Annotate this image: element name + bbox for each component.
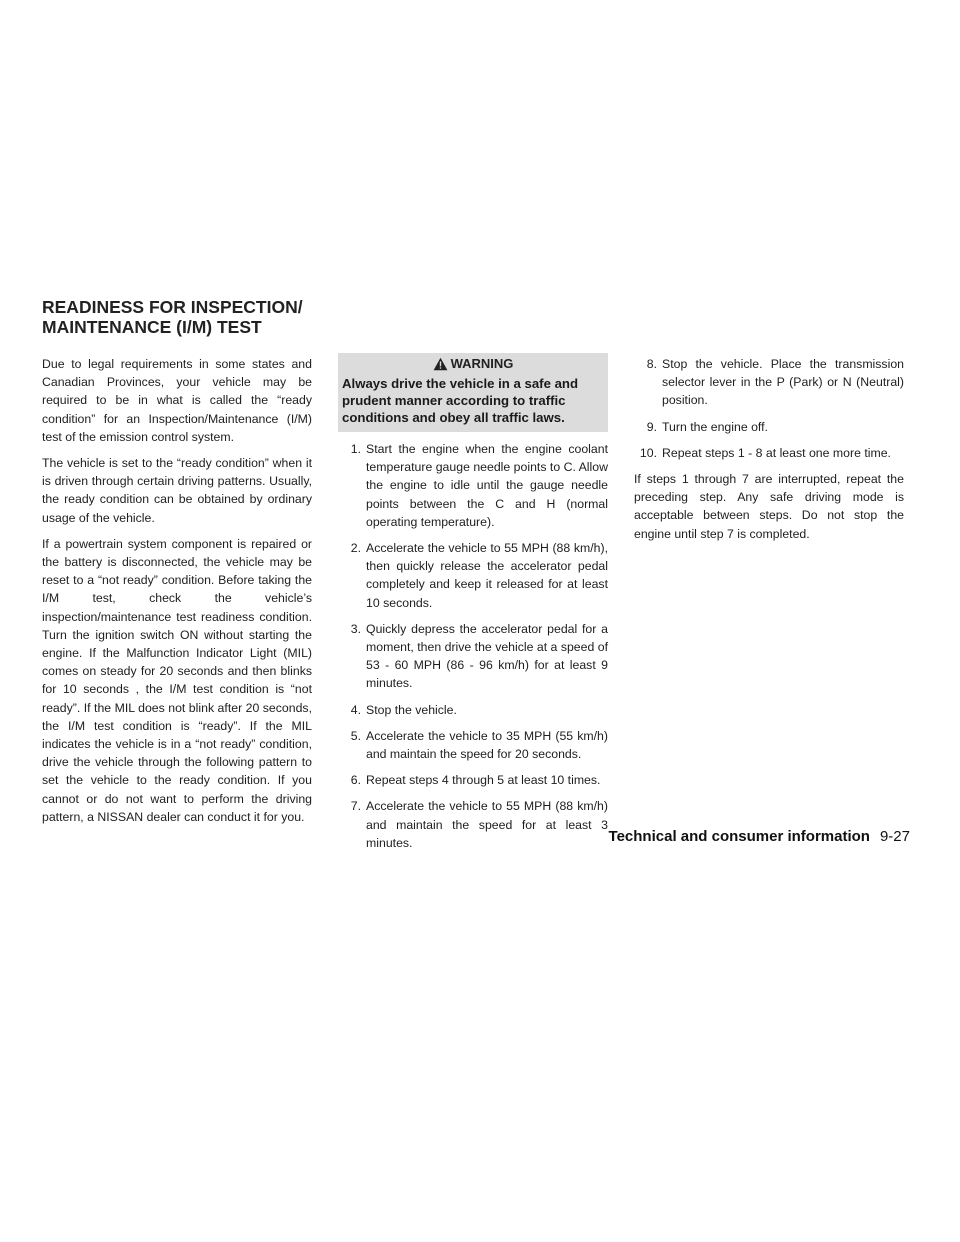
page-number: 9-27 xyxy=(879,828,910,845)
page-title xyxy=(42,297,642,337)
steps-list-1 xyxy=(338,440,608,852)
list-item: 5. Accelerate the vehicle to 35 MPH (55 km/h) and maintain the speed for 20 seconds. xyxy=(350,728,608,762)
list-item: 8. Stop the vehicle. Place the transmission selector lever in the P (Park) or N (Neutral) position. xyxy=(646,357,904,408)
warning-box xyxy=(338,353,608,432)
list-item: 1. Start the engine when the engine coolant temperature gauge needle points to C. Allow the engine to idle until the gauge needle points between the C and H (normal operating temperature). xyxy=(350,442,608,529)
footer-section-title: Technical and consumer information xyxy=(608,828,870,845)
page-title-line-2: MAINTENANCE (I/M) TEST xyxy=(42,317,262,337)
list-item: 10. Repeat steps 1 - 8 at least one more time. xyxy=(639,445,891,460)
column-3 xyxy=(634,355,904,551)
list-item: 7. Accelerate the vehicle to 55 MPH (88 km/h) and maintain the speed for at least 3 minutes. xyxy=(350,799,608,850)
warning-header xyxy=(342,353,604,375)
list-item: 9. Turn the engine off. xyxy=(646,419,768,434)
column-1 xyxy=(42,355,312,834)
warning-text: Always drive the vehicle in a safe and prudent manner according to traffic conditions and obey all traffic laws. xyxy=(342,376,579,425)
warning-triangle-icon xyxy=(433,357,448,371)
list-item: 3. Quickly depress the accelerator pedal for a moment, then drive the vehicle at a speed of 53 - 60 MPH (86 - 96 km/h) for at least 9 minutes. xyxy=(350,621,608,691)
ready-condition-paragraph: The vehicle is set to the “ready condition” when it is driven through certain driving patterns. Usually, the ready condition can be obtained by ordinary usage of the vehicle. xyxy=(42,456,312,525)
warning-label: WARNING xyxy=(450,355,514,371)
steps-list-2 xyxy=(634,355,904,462)
not-ready-paragraph: If a powertrain system component is repaired or the battery is disconnected, the vehicle may be reset to a “not ready” condition. Before taking the I/M test, check the vehicle’s inspection/maintenance test readiness condition. Turn the ignition switch ON without starting the engine. If the Malfunction Indicator Light (MIL) comes on steady for 20 seconds and then blinks for 10 seconds , the I/M test condition is “not ready”. If the MIL does not blink after 20 seconds, the I/M test condition is “ready”. If the MIL indicates the vehicle is in a “not ready” condition, drive the vehicle through the following pattern to set the vehicle to the ready condition. If you cannot or do not want to perform the driving pattern, a NISSAN dealer can conduct it for you. xyxy=(42,536,312,824)
page-title-line-1: READINESS FOR INSPECTION/ xyxy=(42,297,303,317)
list-item: 4. Stop the vehicle. xyxy=(350,702,457,717)
column-2 xyxy=(338,355,608,860)
interruption-note: If steps 1 through 7 are interrupted, repeat the preceding step. Any safe driving mode is acceptable between steps. Do not stop the engine until step 7 is completed. xyxy=(634,472,904,541)
list-item: 2. Accelerate the vehicle to 55 MPH (88 km/h), then quickly release the accelerator pedal completely and keep it released for at least 10 seconds. xyxy=(350,541,608,610)
page-footer xyxy=(580,828,910,845)
intro-paragraph: Due to legal requirements in some states and Canadian Provinces, your vehicle may be required to be in what is called the “ready condition” for an Inspection/Maintenance (I/M) test of the emission control system. xyxy=(42,357,312,444)
list-item: 6. Repeat steps 4 through 5 at least 10 times. xyxy=(350,773,601,788)
